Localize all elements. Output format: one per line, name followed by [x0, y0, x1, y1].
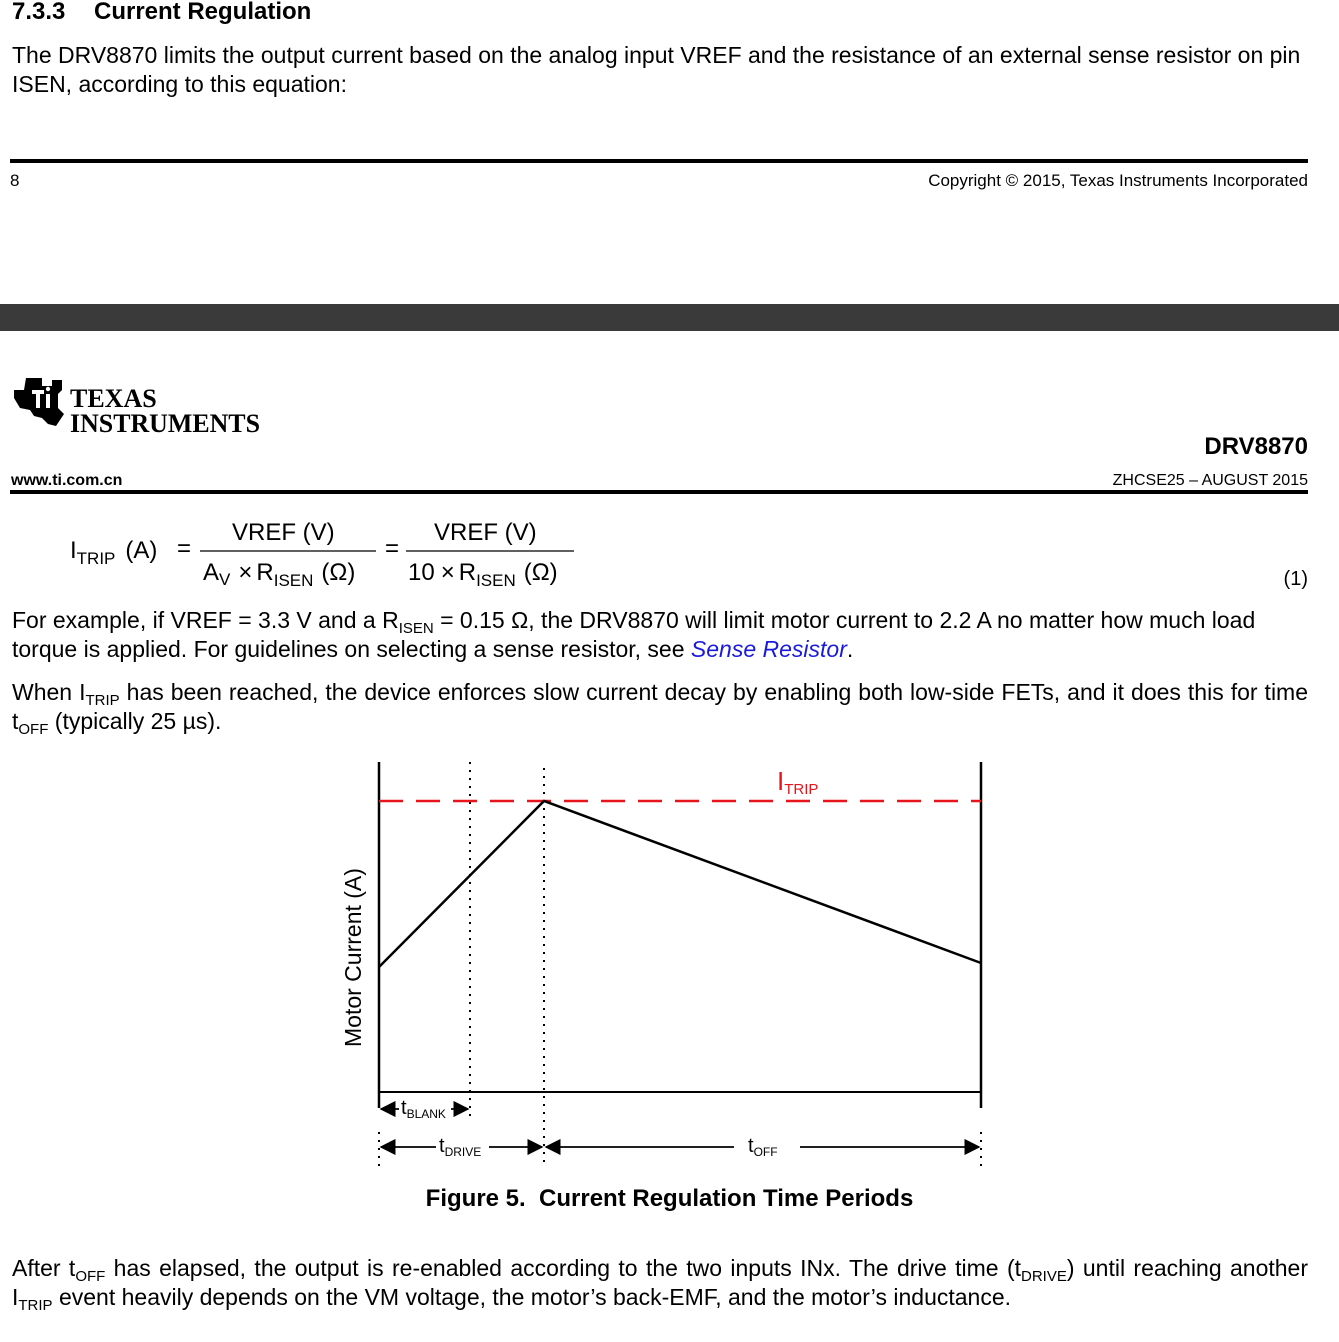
- logo-line1: TEXAS: [70, 384, 157, 413]
- part-number: DRV8870: [1204, 433, 1308, 460]
- website-link[interactable]: www.ti.com.cn: [11, 472, 123, 489]
- para-after-sub-a: OFF: [75, 1268, 106, 1285]
- footer-rule: [10, 159, 1308, 163]
- eq-lhs-unit: (A): [125, 537, 158, 564]
- section-heading: [12, 0, 311, 26]
- para-after-text-c: ) until reaching another I: [12, 1255, 1309, 1310]
- eq-den1-av: A: [203, 559, 220, 586]
- current-regulation-figure: [0, 740, 1339, 1180]
- paragraph-example: [12, 606, 1308, 664]
- eq-den1-times: ×: [238, 559, 253, 586]
- page-separator-band: [0, 304, 1339, 331]
- eq-den2-r-sub: ISEN: [476, 571, 516, 590]
- para-trip-text-a: When I: [12, 679, 86, 705]
- para-trip-text-c: (typically 25 µs).: [48, 708, 222, 734]
- eq-den1-r-sub: ISEN: [273, 571, 314, 590]
- itrip-label: ITRIP: [777, 766, 819, 798]
- para-trip-sub-a: TRIP: [85, 692, 120, 709]
- eq-equals-2: =: [385, 535, 400, 562]
- logo-line2: INSTRUMENTS: [70, 409, 260, 436]
- para-after-text-d: event heavily depends on the VM voltage, the motor’s back-EMF, and the motor’s inductance.: [52, 1284, 1012, 1310]
- eq-lhs-i: I: [70, 537, 77, 564]
- document-id: ZHCSE25 – AUGUST 2015: [1112, 472, 1308, 489]
- svg-text:AV×RISEN(Ω): [203, 559, 355, 590]
- section-number: 7.3.3: [12, 0, 66, 25]
- equation: [60, 510, 700, 590]
- para-trip-sub-b: OFF: [18, 721, 49, 738]
- eq-den1-av-sub: V: [219, 570, 231, 589]
- ti-logo: [12, 374, 262, 436]
- section-title: Current Regulation: [94, 0, 312, 25]
- svg-text:ITRIP(A): [70, 537, 157, 568]
- figure-caption: Figure 5. Current Regulation Time Periods: [425, 1185, 914, 1212]
- tdrive-label: $t_{DRIVE}$: [439, 1135, 482, 1159]
- para-example-text-a: For example, if VREF = 3.3 V and a R: [12, 607, 399, 633]
- y-axis-label: Motor Current (A): [340, 868, 366, 1047]
- sense-resistor-link[interactable]: Sense Resistor: [690, 636, 847, 662]
- eq-den2-r: R: [458, 559, 477, 586]
- tblank-label: $t_{BLANK}$: [401, 1097, 446, 1121]
- eq-num2: VREF (V): [434, 519, 537, 546]
- paragraph-after: [12, 1254, 1308, 1312]
- page-number: 8: [10, 171, 20, 190]
- eq-den2-times: ×: [440, 559, 455, 586]
- eq-equals-1: =: [177, 535, 192, 562]
- eq-lhs-sub: TRIP: [76, 549, 116, 568]
- eq-den1-unit: (Ω): [321, 559, 356, 586]
- para-after-text-a: After t: [12, 1255, 76, 1281]
- para-after-sub-c: TRIP: [18, 1297, 53, 1314]
- paragraph-trip: [12, 678, 1308, 736]
- para-example-text-c: .: [846, 636, 854, 662]
- para-example-sub: ISEN: [398, 620, 434, 637]
- para-trip-text-b: has been reached, the device enforces slow current decay by enabling both low-side FETs, and it does this for time t: [12, 679, 1308, 734]
- equation-number: (1): [1283, 568, 1308, 590]
- section-intro: The DRV8870 limits the output current based on the analog input VREF and the resistance of an external sense resistor on pin ISEN, according to this equation:: [12, 42, 1301, 97]
- eq-num1: VREF (V): [232, 519, 335, 546]
- para-after-sub-b: DRIVE: [1021, 1268, 1067, 1285]
- page-footer: [10, 171, 1308, 191]
- header-rule: [10, 490, 1308, 494]
- para-after-text-b: has elapsed, the output is re-enabled according to the two inputs INx. The drive time (t: [105, 1255, 1022, 1281]
- ti-logo-icon: [12, 374, 262, 436]
- toff-label: $t_{OFF}$: [748, 1135, 778, 1159]
- para-example-text-b: = 0.15 Ω, the DRV8870 will limit motor current to 2.2 A no matter how much load torque is applied. For guidelines on selecting a sense resistor, see: [12, 607, 1256, 662]
- eq-den2-ten: 10: [408, 559, 435, 586]
- copyright-text: Copyright © 2015, Texas Instruments Incorporated: [928, 171, 1308, 190]
- eq-den2-unit: (Ω): [523, 559, 558, 586]
- svg-text:10×RISEN(Ω): [408, 559, 558, 590]
- eq-den1-r: R: [256, 559, 274, 586]
